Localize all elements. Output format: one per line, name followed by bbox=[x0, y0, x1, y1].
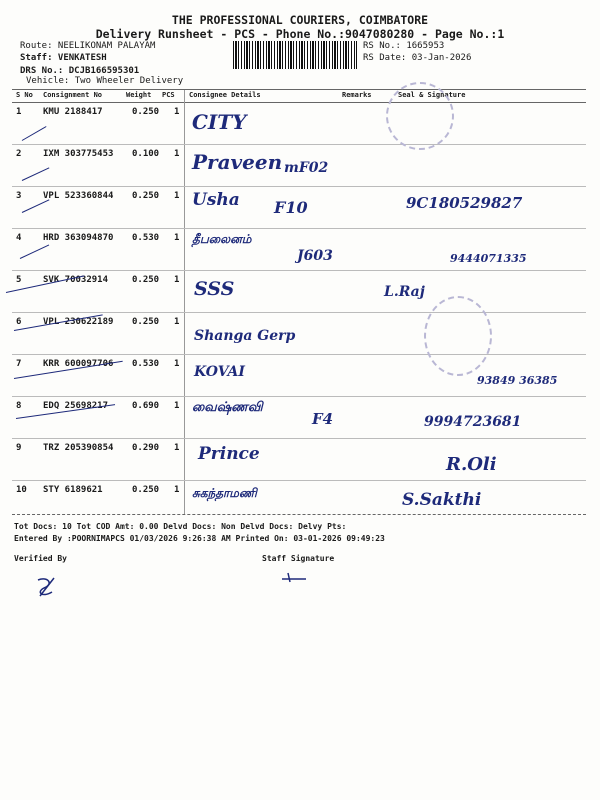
company-stamp bbox=[424, 296, 492, 376]
row-weight: 0.250 bbox=[132, 485, 160, 495]
row-pcs: 1 bbox=[174, 275, 180, 285]
row-pcs: 1 bbox=[174, 149, 180, 159]
consignee-handwriting: Praveen bbox=[192, 150, 283, 174]
row-sno: 8 bbox=[16, 401, 22, 411]
row-consignment: SVK 70032914 bbox=[43, 275, 109, 285]
col-consignment: Consignment No bbox=[43, 91, 103, 99]
row-sno: 9 bbox=[16, 443, 22, 453]
row-sno: 4 bbox=[16, 233, 22, 243]
row-weight: 0.530 bbox=[132, 233, 160, 243]
consignee-handwriting: Usha bbox=[192, 190, 240, 210]
consignee-handwriting: தீபலைனம் bbox=[192, 232, 252, 246]
company-stamp bbox=[386, 82, 454, 150]
row-sno: 5 bbox=[16, 275, 22, 285]
runsheet-title: Delivery Runsheet - PCS - Phone No.:9047080280 - Page No.:1 bbox=[95, 27, 505, 41]
row-pcs: 1 bbox=[174, 443, 180, 453]
col-weight: Weight bbox=[126, 91, 152, 99]
rs-date: RS Date: 03-Jan-2026 bbox=[363, 53, 472, 63]
row-pcs: 1 bbox=[174, 359, 180, 369]
flat-note: mF02 bbox=[284, 160, 329, 176]
col-sno: S No bbox=[16, 91, 33, 99]
col-seal: Seal & Signature bbox=[398, 91, 466, 99]
runsheet-table bbox=[12, 89, 586, 515]
row-sno: 6 bbox=[16, 317, 22, 327]
row-weight: 0.100 bbox=[132, 149, 160, 159]
company-name: THE PROFESSIONAL COURIERS, COIMBATORE bbox=[171, 13, 429, 27]
vehicle: Vehicle: Two Wheeler Delivery bbox=[26, 76, 184, 86]
row-weight: 0.250 bbox=[132, 107, 160, 117]
row-consignment: STY 6189621 bbox=[43, 485, 103, 495]
consignee-handwriting: Shanga Gerp bbox=[194, 328, 296, 344]
row-sno: 2 bbox=[16, 149, 22, 159]
entered-by: Entered By :POORNIMAPCS 01/03/2026 9:26:38 AM Printed On: 03-01-2026 09:49:23 bbox=[14, 534, 385, 543]
flat-note: F10 bbox=[274, 198, 308, 217]
row-consignment: HRD 363094870 bbox=[43, 233, 114, 243]
seal-handwriting: 9C180529827 bbox=[406, 194, 523, 212]
rs-number: RS No.: 1665953 bbox=[363, 41, 445, 51]
verified-by-label: Verified By bbox=[14, 554, 67, 563]
row-weight: 0.250 bbox=[132, 191, 160, 201]
consignee-handwriting: CITY bbox=[192, 110, 247, 134]
table-row bbox=[12, 270, 586, 313]
seal-handwriting: 9994723681 bbox=[424, 414, 522, 430]
table-row bbox=[12, 228, 586, 271]
row-weight: 0.250 bbox=[132, 317, 160, 327]
flat-note: J603 bbox=[297, 248, 333, 264]
table-row bbox=[12, 354, 586, 397]
row-consignment: VPL 230622189 bbox=[43, 317, 114, 327]
consignee-handwriting: சுகந்தாமணி bbox=[192, 486, 257, 500]
seal-handwriting: R.Oli bbox=[446, 454, 497, 475]
row-consignment: KRR 600097706 bbox=[43, 359, 114, 369]
seal-handwriting: 9444071335 bbox=[450, 252, 527, 265]
seal-handwriting: S.Sakthi bbox=[402, 490, 482, 510]
col-remarks: Remarks bbox=[342, 91, 372, 99]
row-consignment: IXM 303775453 bbox=[43, 149, 114, 159]
table-row bbox=[12, 438, 586, 481]
consignee-handwriting: வைஷ்ணவி bbox=[192, 400, 263, 415]
row-pcs: 1 bbox=[174, 191, 180, 201]
row-weight: 0.250 bbox=[132, 275, 160, 285]
table-row bbox=[12, 186, 586, 229]
col-pcs: PCS bbox=[162, 91, 175, 99]
table-row bbox=[12, 480, 586, 522]
row-weight: 0.290 bbox=[132, 443, 160, 453]
table-row bbox=[12, 312, 586, 355]
table-row bbox=[12, 396, 586, 439]
row-pcs: 1 bbox=[174, 107, 180, 117]
row-sno: 1 bbox=[16, 107, 22, 117]
row-consignment: KMU 2188417 bbox=[43, 107, 103, 117]
row-sno: 7 bbox=[16, 359, 22, 369]
seal-handwriting: L.Raj bbox=[384, 284, 425, 300]
row-pcs: 1 bbox=[174, 485, 180, 495]
seal-handwriting: 93849 36385 bbox=[477, 374, 558, 387]
row-pcs: 1 bbox=[174, 233, 180, 243]
barcode bbox=[233, 41, 357, 69]
verified-signature bbox=[34, 574, 62, 600]
summary-line: Tot Docs: 10 Tot COD Amt: 0.00 Delvd Docs: Non Delvd Docs: Delvy Pts: bbox=[14, 522, 347, 531]
staff: Staff: VENKATESH bbox=[20, 53, 107, 63]
consignee-handwriting: SSS bbox=[194, 278, 235, 300]
row-consignment: TRZ 205390854 bbox=[43, 443, 114, 453]
row-sno: 3 bbox=[16, 191, 22, 201]
row-weight: 0.690 bbox=[132, 401, 160, 411]
row-sno: 10 bbox=[16, 485, 27, 495]
drs-number: DRS No.: DCJB166595301 bbox=[20, 66, 140, 76]
consignee-handwriting: Prince bbox=[198, 444, 260, 464]
flat-note: F4 bbox=[312, 410, 334, 428]
staff-signature bbox=[280, 570, 310, 584]
table-row bbox=[12, 144, 586, 187]
row-pcs: 1 bbox=[174, 317, 180, 327]
route: Route: NEELIKONAM PALAYAM bbox=[20, 41, 156, 51]
table-row bbox=[12, 102, 586, 145]
col-consignee: Consignee Details bbox=[189, 91, 261, 99]
staff-signature-label: Staff Signature bbox=[262, 554, 335, 563]
consignee-handwriting: KOVAI bbox=[194, 364, 245, 380]
row-consignment: EDQ 25698217 bbox=[43, 401, 109, 411]
row-weight: 0.530 bbox=[132, 359, 160, 369]
row-pcs: 1 bbox=[174, 401, 180, 411]
row-consignment: VPL 523360844 bbox=[43, 191, 114, 201]
